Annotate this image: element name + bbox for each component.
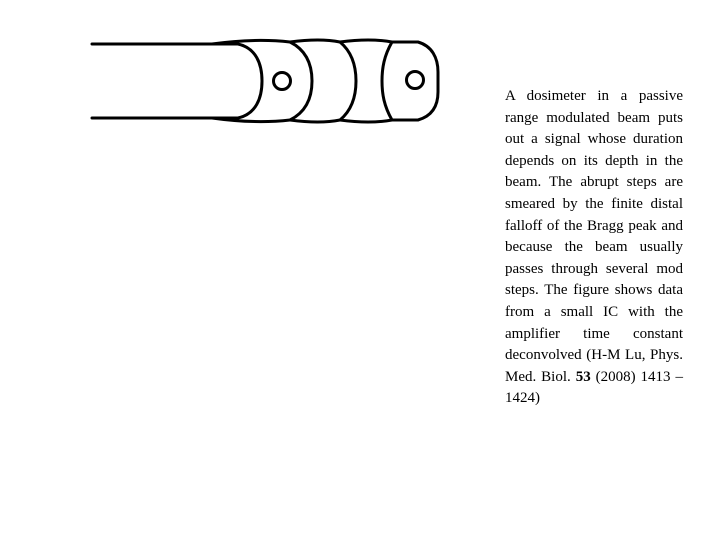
- modulator-step-1: [238, 44, 262, 118]
- range-modulator-figure: [0, 0, 460, 160]
- modulator-end-cap: [392, 42, 438, 120]
- circle-marker-right: [407, 72, 424, 89]
- caption-text: A dosimeter in a passive range modulated beam puts out a signal whose duration depends on its depth in the beam. The abrupt steps are smeared by the finite distal falloff of the Bragg peak and because the beam usually passes through several mod steps. The figure shows data from a small IC with the amplifier time constant deconvolved (H-M Lu, Phys. Med. Biol.: [505, 88, 683, 385]
- reference-volume: 53: [575, 368, 591, 385]
- modulator-step-3: [290, 40, 356, 122]
- circle-marker-left: [274, 73, 291, 90]
- figure-caption: [505, 86, 683, 410]
- reference-pages: (2008) 1413 – 1424): [505, 368, 683, 407]
